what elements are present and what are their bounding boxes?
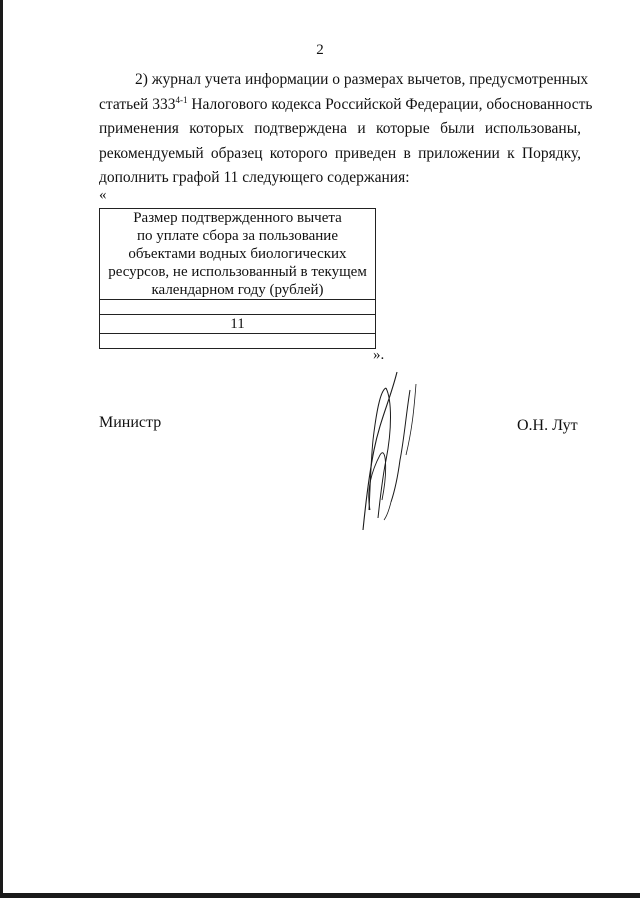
closing-quote: ».	[373, 347, 385, 363]
page-number: 2	[316, 42, 324, 58]
empty-cell	[100, 334, 376, 349]
header-line: ресурсов, не использованный в текущем	[108, 264, 367, 280]
column-number-row	[100, 315, 376, 334]
scan-edge-left	[0, 0, 3, 898]
paragraph-line-1: 2) журнал учета информации о размерах вычетов, предусмотренных	[135, 71, 589, 88]
paragraph-line-5: дополнить графой 11 следующего содержания:	[99, 169, 410, 186]
article-superscript: 4-1	[175, 94, 188, 105]
empty-row	[100, 334, 376, 349]
paragraph-line-4: рекомендуемый образец которого приведен в приложении к Порядку,	[99, 144, 581, 162]
scan-edge-bottom	[0, 893, 640, 898]
header-line: объектами водных биологических	[128, 246, 347, 262]
empty-cell	[100, 300, 376, 315]
column-11-table	[99, 208, 376, 349]
handwritten-signature	[340, 360, 440, 540]
signer-name: О.Н. Лут	[517, 417, 578, 434]
column-number-cell: 11	[100, 315, 376, 334]
paragraph-line-2	[99, 93, 593, 118]
article-ref-text: статьей 333	[99, 95, 176, 113]
article-tail-text: Налогового кодекса Российской Федерации, обоснованность	[187, 95, 593, 113]
body-paragraph	[99, 68, 593, 191]
paragraph-line-3: применения которых подтверждена и которые были использованы,	[99, 120, 581, 137]
opening-quote: «	[99, 187, 107, 203]
column-header-cell	[100, 209, 376, 300]
header-line: по уплате сбора за пользование	[137, 228, 338, 244]
header-line: Размер подтвержденного вычета	[133, 210, 342, 226]
empty-row	[100, 300, 376, 315]
header-line: календарном году (рублей)	[151, 282, 324, 298]
signer-title: Министр	[99, 414, 162, 431]
